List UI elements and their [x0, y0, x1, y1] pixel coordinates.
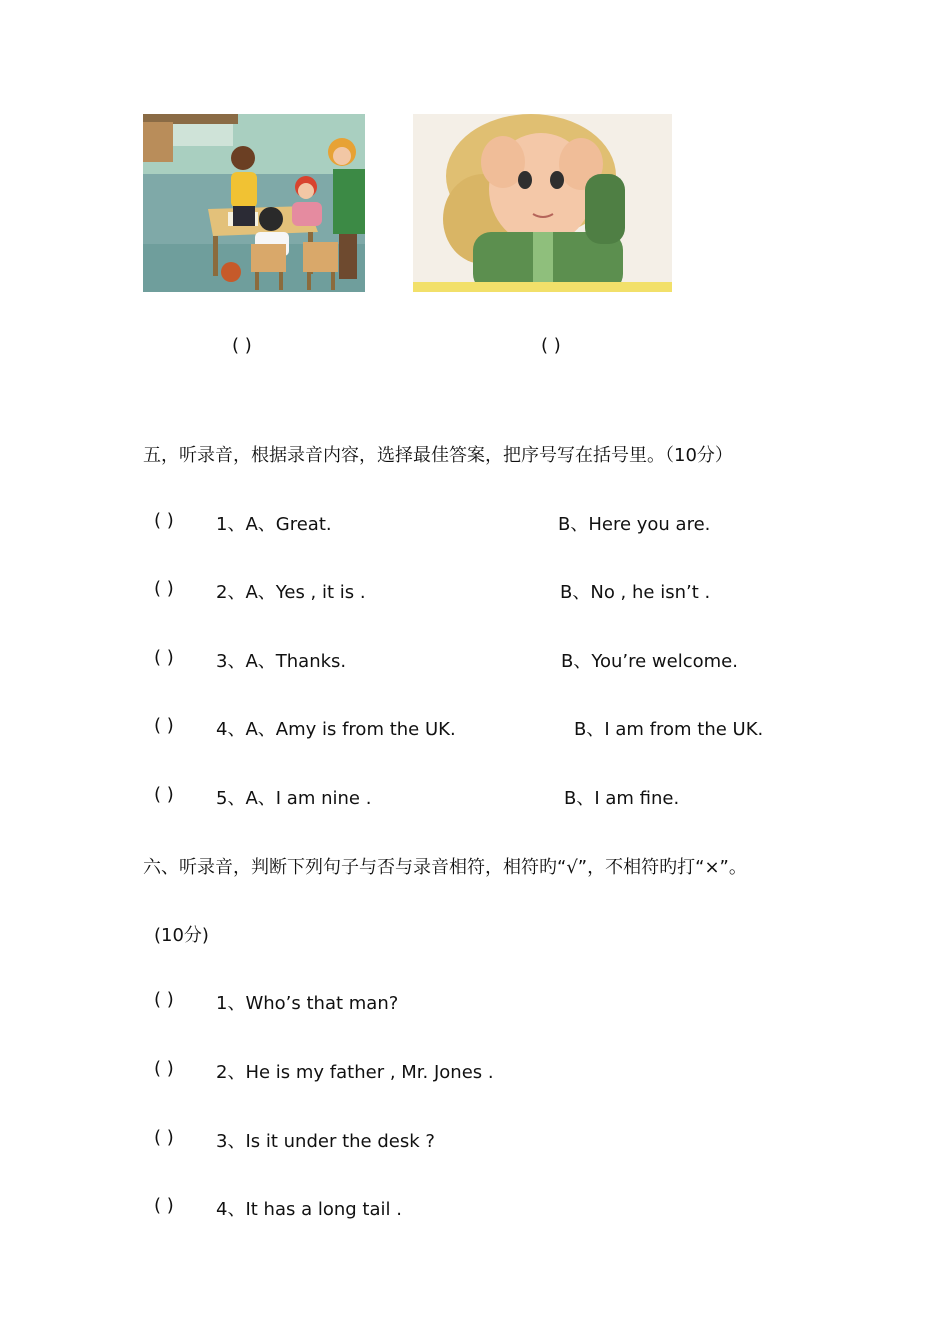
- answer-blank[interactable]: ( ): [154, 784, 174, 805]
- answer-blank[interactable]: ( ): [154, 1127, 174, 1148]
- section-6-statement-3: [154, 1127, 834, 1153]
- answer-blank[interactable]: ( ): [154, 989, 174, 1010]
- section-6-score: (10分): [154, 925, 209, 946]
- option-b: B、Here you are.: [558, 514, 711, 535]
- section-6-statement-2: [154, 1058, 834, 1084]
- answer-blank[interactable]: ( ): [154, 647, 174, 668]
- option-a: 3、A、Thanks.: [216, 651, 347, 672]
- answer-blank[interactable]: ( ): [154, 1195, 174, 1216]
- option-b: B、I am from the UK.: [574, 719, 764, 740]
- answer-blank[interactable]: ( ): [154, 510, 174, 531]
- option-a: 4、A、Amy is from the UK.: [216, 719, 456, 740]
- option-b: B、No , he isn’t .: [560, 582, 711, 603]
- answer-blank[interactable]: ( ): [154, 715, 174, 736]
- picture-2-answer-blank[interactable]: ( ): [541, 335, 561, 356]
- option-a: 2、A、Yes , it is .: [216, 582, 366, 603]
- section-5-heading: 五，听录音，根据录音内容，选择最佳答案，把序号写在括号里。（10分）: [143, 445, 733, 466]
- statement-text: 1、Who’s that man?: [216, 993, 399, 1014]
- section-5-question-5: [154, 784, 834, 810]
- girl-covering-eyes-picture: [413, 114, 672, 292]
- option-b: B、I am fine.: [564, 788, 680, 809]
- section-6-heading: 六、听录音，判断下列句子与否与录音相符，相符旳“√”，不相符旳打“×”。: [143, 857, 747, 878]
- section-5-question-4: [154, 715, 834, 741]
- answer-blank[interactable]: ( ): [154, 1058, 174, 1079]
- picture-1-answer-blank[interactable]: ( ): [232, 335, 252, 356]
- statement-text: 3、Is it under the desk ?: [216, 1131, 435, 1152]
- section-5-question-3: [154, 647, 834, 673]
- option-a: 1、A、Great.: [216, 514, 332, 535]
- statement-text: 2、He is my father , Mr. Jones .: [216, 1062, 494, 1083]
- section-5-question-1: [154, 510, 834, 536]
- statement-text: 4、It has a long tail .: [216, 1199, 402, 1220]
- section-5-question-2: [154, 578, 834, 604]
- classroom-scene-picture: [143, 114, 365, 292]
- option-b: B、You’re welcome.: [561, 651, 738, 672]
- section-6-statement-4: [154, 1195, 834, 1221]
- answer-blank[interactable]: ( ): [154, 578, 174, 599]
- section-6-statement-1: [154, 989, 834, 1015]
- option-a: 5、A、I am nine .: [216, 788, 372, 809]
